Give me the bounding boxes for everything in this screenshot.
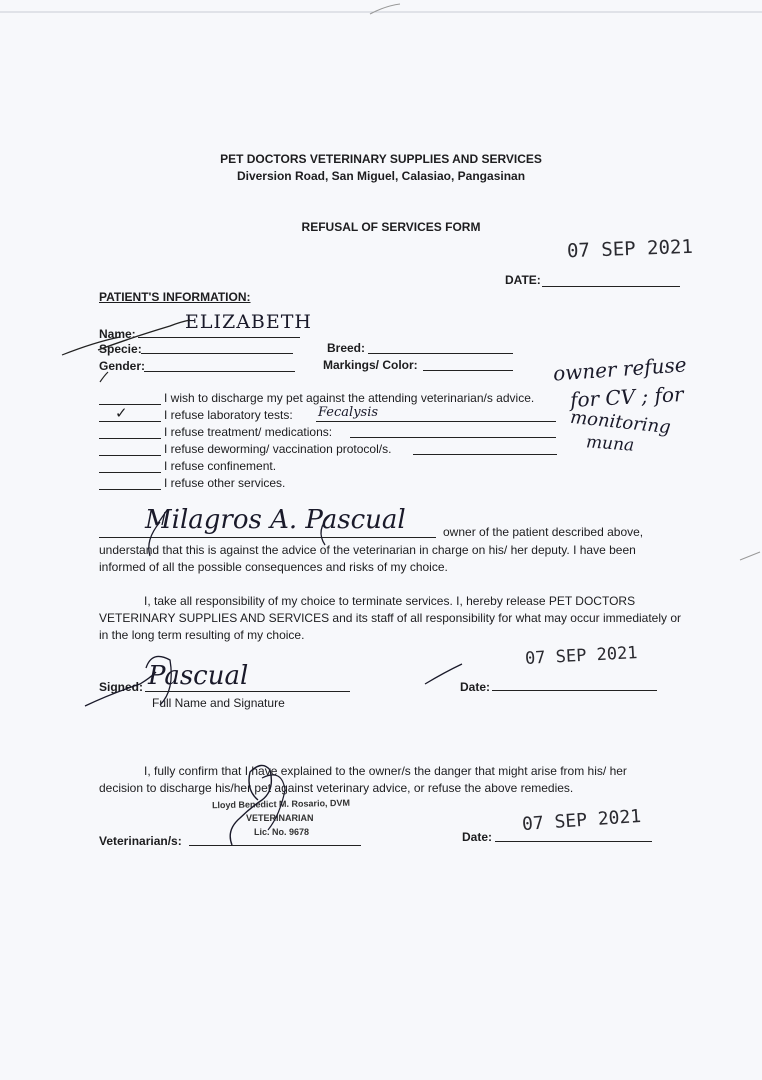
margin-note-line: muna bbox=[585, 432, 635, 456]
treatment-line bbox=[350, 437, 556, 438]
owner-date-label: Date: bbox=[460, 680, 491, 694]
statement-line1-tail: owner of the patient described above, bbox=[443, 525, 644, 539]
signed-label: Signed: bbox=[99, 680, 143, 694]
vet-stamp-license: Lic. No. 9678 bbox=[254, 827, 310, 837]
top-date-label: DATE: bbox=[505, 273, 541, 287]
option-text: I refuse confinement. bbox=[164, 459, 277, 473]
statement-line3: informed of all the possible consequences and risks of my choice. bbox=[99, 560, 448, 574]
vet-stamp-name: Lloyd Benedict M. Rosario, DVM bbox=[211, 797, 351, 811]
markings-line bbox=[423, 370, 513, 371]
vet-date-line bbox=[495, 841, 652, 842]
option-text: I refuse deworming/ vaccination protocol/s. bbox=[164, 442, 392, 456]
margin-note-line: for CV ; for bbox=[569, 382, 685, 412]
confirm-line1: I, fully confirm that I have explained to the owner/s the danger that might arise from his/ her bbox=[144, 764, 627, 778]
lab-tests-line bbox=[316, 421, 556, 422]
owner-signature: Milagros A. Pascual bbox=[145, 505, 406, 535]
lab-test-detail: Fecalysis bbox=[318, 405, 379, 420]
patient-name-value: ELIZABETH bbox=[185, 311, 312, 333]
responsibility-line2: VETERINARY SUPPLIES AND SERVICES and its staff of all responsibility for what may occur immediately or bbox=[99, 611, 682, 625]
option-blank[interactable] bbox=[99, 455, 161, 456]
margin-note-line: monitoring bbox=[569, 406, 672, 439]
option-text: I refuse laboratory tests: bbox=[164, 408, 293, 422]
option-blank[interactable] bbox=[99, 421, 161, 422]
option-blank[interactable] bbox=[99, 489, 161, 490]
responsibility-line1: I, take all responsibility of my choice to terminate services. I, hereby release PET DOCTORS bbox=[144, 594, 636, 608]
vet-label: Veterinarian/s: bbox=[99, 834, 182, 848]
confirm-line2: decision to discharge his/her pet against veterinary advice, or refuse the above remedies. bbox=[99, 781, 574, 795]
deworming-line bbox=[413, 454, 557, 455]
option-blank[interactable] bbox=[99, 438, 161, 439]
specie-line bbox=[141, 353, 293, 354]
top-date-stamp: 07 SEP 2021 bbox=[566, 235, 694, 263]
option-text: I refuse other services. bbox=[164, 476, 286, 490]
company-name: PET DOCTORS VETERINARY SUPPLIES AND SERVICES bbox=[220, 152, 542, 166]
option-text: I refuse treatment/ medications: bbox=[164, 425, 333, 439]
breed-label: Breed: bbox=[327, 341, 366, 355]
option-blank[interactable] bbox=[99, 404, 161, 405]
owner-name-line bbox=[99, 537, 436, 538]
breed-line bbox=[368, 353, 513, 354]
patient-section-label: PATIENT'S INFORMATION: bbox=[99, 290, 251, 304]
vet-date-stamp: 07 SEP 2021 bbox=[521, 805, 642, 836]
margin-note-line: owner refuse bbox=[552, 352, 688, 386]
gender-label: Gender: bbox=[99, 359, 146, 373]
option-blank[interactable] bbox=[99, 472, 161, 473]
signed-line bbox=[145, 691, 350, 692]
gender-line bbox=[144, 371, 295, 372]
statement-line2: understand that this is against the advice of the veterinarian in charge on his/ her deputy. I have been bbox=[99, 543, 636, 557]
name-line bbox=[138, 337, 300, 338]
checkmark-icon: ✓ bbox=[115, 405, 128, 422]
option-text: I wish to discharge my pet against the attending veterinarian/s advice. bbox=[164, 391, 535, 405]
top-date-line bbox=[542, 286, 680, 287]
form-title: REFUSAL OF SERVICES FORM bbox=[301, 220, 481, 234]
vet-line bbox=[189, 845, 361, 846]
specie-label: Specie: bbox=[99, 342, 142, 356]
responsibility-line3: in the long term resulting of my choice. bbox=[99, 628, 305, 642]
name-label: Name: bbox=[99, 327, 136, 341]
owner-date-line bbox=[492, 690, 657, 691]
markings-label: Markings/ Color: bbox=[323, 358, 418, 372]
signed-signature: Pascual bbox=[148, 661, 249, 691]
company-address: Diversion Road, San Miguel, Calasiao, Pangasinan bbox=[236, 169, 526, 183]
vet-date-label: Date: bbox=[462, 830, 493, 844]
vet-stamp-title: VETERINARIAN bbox=[246, 813, 314, 823]
owner-date-stamp: 07 SEP 2021 bbox=[524, 643, 639, 669]
signature-caption: Full Name and Signature bbox=[152, 696, 285, 710]
